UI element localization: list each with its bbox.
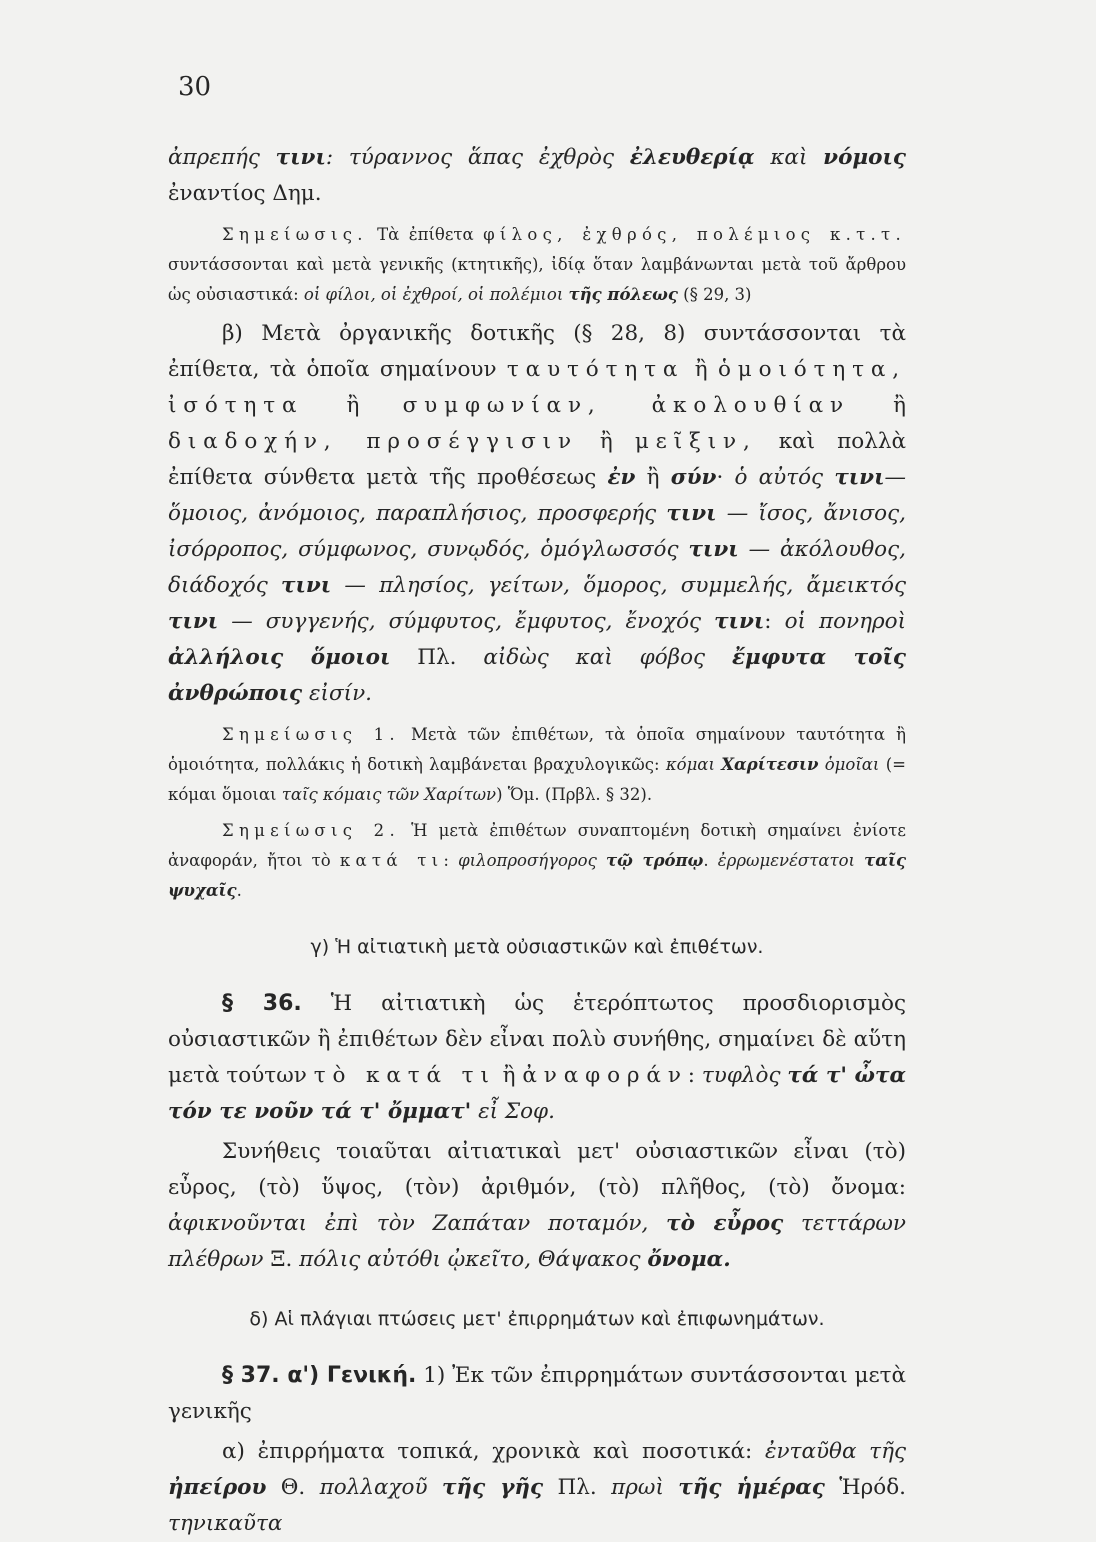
text: τινι bbox=[168, 609, 219, 634]
text: · bbox=[716, 465, 735, 490]
text: : bbox=[443, 851, 459, 870]
text: μεῖξιν, bbox=[634, 429, 757, 454]
text: Ἡρόδ. bbox=[824, 1475, 906, 1500]
text: (§ 29, 3) bbox=[677, 285, 752, 304]
text: — ἴσος, ἄνισος, ἰσόρροπος, σύμφωνος, συνῳδός, ὁμόγλωσσός bbox=[168, 501, 906, 562]
text: ἢ bbox=[577, 429, 635, 454]
text: τῆς πόλεως bbox=[568, 285, 678, 304]
paragraph-37 bbox=[168, 1358, 906, 1430]
text: πολλαχοῦ bbox=[319, 1475, 442, 1500]
text: τινι bbox=[281, 573, 332, 598]
note-label: Σημείωσις 2. bbox=[222, 821, 400, 840]
text: . bbox=[236, 881, 242, 900]
text: ἀναφοράν bbox=[522, 1063, 688, 1088]
text: ὄνομα. bbox=[647, 1247, 731, 1272]
text: α) ἐπιρρήματα τοπικά, χρονικὰ καὶ ποσοτικά: bbox=[222, 1439, 765, 1464]
text: τὸ κατά τι bbox=[313, 1063, 496, 1088]
text: Πλ. bbox=[543, 1475, 612, 1500]
text: Πλ. bbox=[390, 645, 484, 670]
text: — συγγενής, σύμφυτος, ἔμφυτος, ἔνοχός bbox=[218, 609, 715, 634]
paragraph-36 bbox=[168, 986, 906, 1130]
text: ἐλευθερίᾳ bbox=[629, 145, 755, 170]
text: Συνήθεις τοιαῦται αἰτιατικαὶ μετ' οὐσιαστικῶν εἶναι (τὸ) εὖρος, (τὸ) ὕψος, (τὸν) ἀριθμόν, (τὸ) πλῆθος, (τὸ) ὄνομα: bbox=[168, 1139, 906, 1200]
text: τεττάρων πλέθρων bbox=[168, 1211, 906, 1272]
text: τῆς ἡμέρας bbox=[678, 1475, 825, 1500]
text: ἐρρωμενέστατοι bbox=[717, 851, 865, 870]
text: Ξ. bbox=[263, 1247, 300, 1272]
text: εἶ Σοφ. bbox=[471, 1099, 555, 1124]
text: — πλησίος, γείτων, ὅμορος, συμμελής, ἄμεικτός bbox=[331, 573, 906, 598]
text: συντάσσονται καὶ μετὰ γενικῆς (κτητικῆς), ἰδίᾳ ὅταν λαμβάνωνται μετὰ τοῦ ἄρθρου ὡς οὐσιαστικά: bbox=[168, 255, 906, 304]
text: διαδοχήν, προσέγγισιν bbox=[168, 429, 578, 454]
text: 1) Ἐκ τῶν ἐπιρρημάτων συντάσσονται μετὰ γενικῆς bbox=[168, 1363, 907, 1424]
text: . bbox=[703, 851, 718, 870]
text: τινι bbox=[275, 145, 326, 170]
text: πόλις αὐτόθι ᾠκεῖτο, Θάψακος bbox=[299, 1247, 648, 1272]
text: συμφωνίαν, ἀκολουθίαν bbox=[402, 393, 850, 418]
text: ὁ αὐτός bbox=[734, 465, 835, 490]
text: οἱ φίλοι, οἱ ἐχθροί, οἱ πολέμιοι bbox=[303, 285, 569, 304]
text: ἀφικνοῦνται ἐπὶ τὸν Ζαπάταν ποταμόν, bbox=[168, 1211, 667, 1236]
text: τῆς γῆς bbox=[441, 1475, 544, 1500]
text: Τὰ ἐπίθετα bbox=[367, 225, 484, 244]
text: νόμοις bbox=[823, 145, 906, 170]
section-heading-gamma: γ) Ἡ αἰτιατικὴ μετὰ οὐσιαστικῶν καὶ ἐπιθέτων. bbox=[310, 936, 764, 958]
text: ἢ bbox=[635, 465, 671, 490]
text: κόμαι bbox=[665, 755, 722, 774]
text: καὶ πολλὰ ἐπίθετα σύνθετα μετὰ τῆς προθέσεως bbox=[168, 429, 906, 490]
text: πρωὶ bbox=[611, 1475, 679, 1500]
text: ταῖς ψυχαῖς bbox=[168, 851, 907, 900]
text: — ἀκόλουθος, διάδοχός bbox=[168, 537, 906, 598]
text: τῷ τρόπῳ bbox=[605, 851, 704, 870]
text: ταυτότητα bbox=[506, 357, 685, 382]
text: σύν bbox=[670, 465, 717, 490]
text: τὸ εὖρος bbox=[666, 1211, 784, 1236]
text: Μετὰ τῶν ἐπιθέτων, τὰ ὁποῖα σημαίνουν ταυτότητα ἢ ὁμοιότητα, πολλάκις ἡ δοτικὴ λαμβάνεται βραχυλογικῶς: bbox=[168, 725, 906, 774]
section-number: § 36. bbox=[222, 991, 302, 1016]
text: ἐν bbox=[607, 465, 636, 490]
text: εἰσίν. bbox=[302, 681, 372, 706]
text: ταῖς κόμαις τῶν Χαρίτων bbox=[281, 785, 497, 804]
text: ἀπρεπής bbox=[168, 145, 276, 170]
text: ὁμοῖαι bbox=[818, 755, 880, 774]
text: ἢ bbox=[303, 393, 403, 418]
text: τυφλὸς bbox=[701, 1063, 788, 1088]
text: Χαρίτεσιν bbox=[721, 755, 819, 774]
text: ἐναντίος Δημ. bbox=[168, 181, 322, 206]
text: Θ. bbox=[266, 1475, 320, 1500]
text: —ὅμοιος, ἀνόμοιος, παραπλήσιος, προσφερής bbox=[168, 465, 907, 526]
text: ἐνταῦθα τῆς bbox=[764, 1439, 906, 1464]
paragraph-continuation bbox=[168, 140, 906, 212]
section-heading-delta: δ) Αἱ πλάγιαι πτώσεις μετ' ἐπιρρημάτων καὶ ἐπιφωνημάτων. bbox=[249, 1308, 825, 1330]
text: τινι bbox=[714, 609, 765, 634]
note-paragraph bbox=[168, 220, 906, 310]
note-label: Σημείωσις 1. bbox=[222, 725, 400, 744]
text: : bbox=[687, 1063, 702, 1088]
text: φιλοπροσήγορος bbox=[458, 851, 606, 870]
text: ἢ bbox=[849, 393, 907, 418]
paragraph-alpha bbox=[168, 1434, 906, 1542]
text: τινι bbox=[688, 537, 739, 562]
text: : bbox=[764, 609, 785, 634]
note-label: Σημείωσις. bbox=[222, 225, 368, 244]
text: τινι bbox=[666, 501, 717, 526]
text: κατά τι bbox=[339, 851, 444, 870]
paragraph-common-accusatives bbox=[168, 1134, 906, 1278]
text: ἠπείρου bbox=[168, 1475, 267, 1500]
section-number: § 37. α') Γενική. bbox=[222, 1363, 417, 1388]
note-paragraph-2 bbox=[168, 816, 906, 906]
text: ἔμφυτα τοῖς ἀνθρώποις bbox=[168, 645, 906, 706]
text: τινι bbox=[834, 465, 885, 490]
text: τηνικαῦτα bbox=[168, 1511, 283, 1536]
text: ἢ bbox=[684, 357, 718, 382]
text: ἢ bbox=[495, 1063, 523, 1088]
text: ) Ὅμ. (Πρβλ. § 32). bbox=[496, 785, 653, 804]
text: φίλος, ἐχθρός, πολέμιος κ.τ.τ. bbox=[483, 225, 906, 244]
text: τά τ' ὦτα τόν τε νοῦν τά τ' ὄμματ' bbox=[168, 1063, 906, 1124]
page-number: 30 bbox=[178, 72, 212, 102]
paragraph-beta bbox=[168, 316, 906, 712]
text: ὁμοιότητα, ἰσότητα bbox=[168, 357, 906, 418]
text: ἀλλήλοις ὅμοιοι bbox=[168, 645, 391, 670]
text: οἱ πονηροὶ bbox=[784, 609, 906, 634]
text: Ἡ αἰτιατικὴ ὡς ἑτερόπτωτος προσδιορισμὸς οὐσιαστικῶν ἢ ἐπιθέτων δὲν εἶναι πολὺ συνήθης, σημαίνει δὲ αὕτη μετὰ τούτων bbox=[168, 991, 906, 1088]
text: καὶ bbox=[754, 145, 824, 170]
note-paragraph-1 bbox=[168, 720, 906, 810]
text: Ἡ μετὰ ἐπιθέτων συναπτομένη δοτικὴ σημαίνει ἐνίοτε ἀναφοράν, ἤτοι τὸ bbox=[168, 821, 906, 870]
text: : τύραννος ἅπας ἐχθρὸς bbox=[325, 145, 630, 170]
text: αἰδὼς καὶ φόβος bbox=[483, 645, 732, 670]
text: β) Μετὰ ὀργανικῆς δοτικῆς (§ 28, 8) συντάσσονται τὰ ἐπίθετα, τὰ ὁποῖα σημαίνουν bbox=[168, 321, 906, 382]
text: (= κόμαι ὅμοιαι bbox=[168, 755, 906, 804]
